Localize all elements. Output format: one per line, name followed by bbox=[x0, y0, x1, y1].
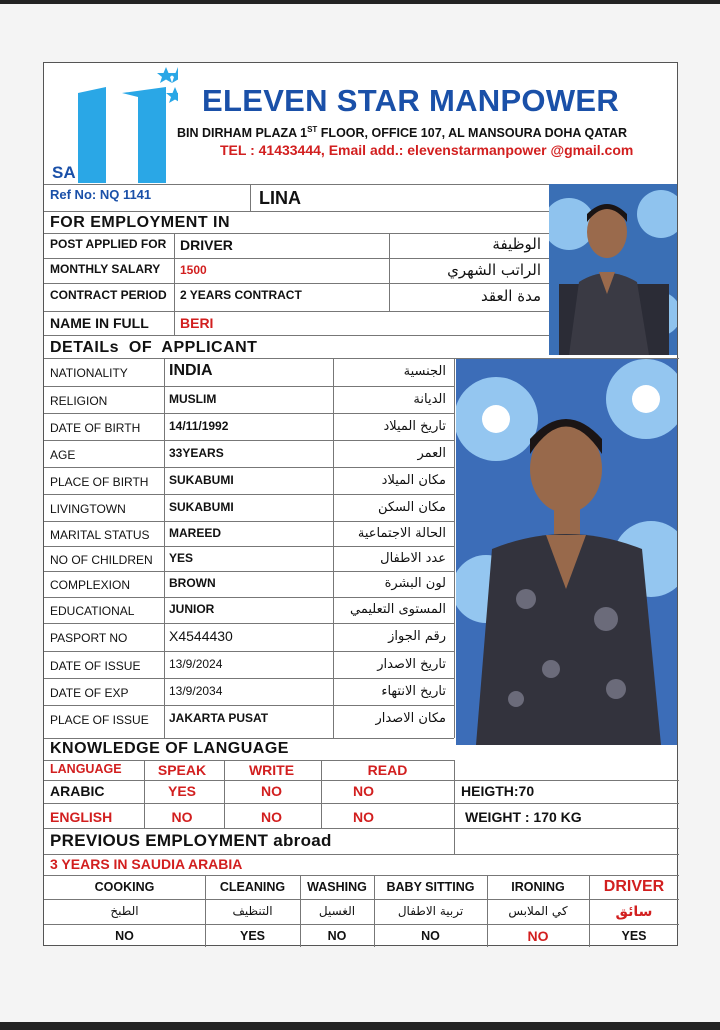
divider bbox=[44, 738, 454, 739]
divider bbox=[44, 780, 679, 781]
divider bbox=[44, 211, 549, 212]
row-arabic: لون البشرة bbox=[384, 576, 446, 591]
divider bbox=[44, 854, 679, 855]
write-value: NO bbox=[261, 809, 282, 825]
bottom-border bbox=[0, 1022, 720, 1030]
row-value: YES bbox=[169, 551, 194, 565]
row-value: MUSLIM bbox=[169, 392, 217, 406]
read-value: NO bbox=[353, 783, 374, 799]
divider bbox=[374, 875, 375, 947]
weight-value: WEIGHT : 170 KG bbox=[465, 809, 582, 825]
speak-value: YES bbox=[167, 783, 196, 799]
company-name: ELEVEN STAR MANPOWER bbox=[202, 83, 620, 118]
row-arabic: تاريخ الانتهاء bbox=[381, 684, 446, 699]
row-value: SUKABUMI bbox=[169, 500, 234, 514]
row-label: DATE OF EXP bbox=[50, 686, 129, 700]
company-address bbox=[177, 125, 627, 140]
row-arabic: الجنسية bbox=[403, 364, 446, 379]
skill-arabic: تربية الاطفال bbox=[397, 904, 464, 918]
divider bbox=[454, 828, 455, 854]
logo-one-right bbox=[122, 87, 166, 183]
divider bbox=[589, 875, 590, 947]
row-label: PLACE OF BIRTH bbox=[50, 475, 149, 489]
ref-name: LINA bbox=[259, 188, 301, 208]
skills-table bbox=[44, 875, 679, 947]
divider bbox=[389, 233, 390, 311]
skill-arabic: كي الملابس bbox=[508, 904, 568, 918]
skill-value: YES bbox=[621, 929, 647, 943]
divider bbox=[300, 875, 301, 947]
skill-value: NO bbox=[327, 929, 347, 943]
divider bbox=[44, 899, 679, 900]
row-arabic: تاريخ الاصدار bbox=[377, 657, 446, 672]
divider bbox=[454, 358, 455, 738]
ref-number: Ref No: NQ 1141 bbox=[50, 187, 152, 202]
star-icon bbox=[166, 87, 178, 103]
applicant-row bbox=[44, 546, 454, 571]
divider bbox=[44, 184, 549, 185]
row-value: DRIVER bbox=[180, 237, 233, 253]
row-label: LIVINGTOWN bbox=[50, 502, 126, 516]
previous-experience: 3 YEARS IN SAUDIA ARABIA bbox=[50, 856, 243, 872]
speak-header: SPEAK bbox=[157, 762, 207, 778]
row-label: RELIGION bbox=[50, 394, 108, 408]
row-label: POST APPLIED FOR bbox=[50, 237, 167, 251]
row-label: DATE OF BIRTH bbox=[50, 421, 141, 435]
address-part-1: BIN DIRHAM PLAZA 1 bbox=[177, 126, 308, 141]
row-arabic: الديانة bbox=[413, 392, 446, 407]
row-value: 14/11/1992 bbox=[169, 419, 229, 433]
row-arabic: المستوى التعليمي bbox=[350, 602, 446, 617]
applicant-row bbox=[44, 440, 454, 467]
applicant-row bbox=[44, 571, 454, 597]
applicant-row bbox=[44, 623, 454, 651]
row-value: 13/9/2034 bbox=[169, 684, 223, 698]
divider bbox=[333, 358, 334, 738]
language-heading: KNOWLEDGE OF LANGUAGE bbox=[50, 740, 289, 757]
divider bbox=[164, 358, 165, 738]
row-arabic: الحالة الاجتماعية bbox=[357, 526, 446, 541]
row-arabic: مكان الاصدار bbox=[375, 711, 446, 726]
logo-one-left bbox=[78, 87, 106, 183]
write-value: NO bbox=[261, 783, 282, 799]
write-header: WRITE bbox=[248, 762, 295, 778]
skill-arabic: الطبخ bbox=[110, 904, 139, 918]
row-label: EDUCATIONAL bbox=[50, 604, 135, 618]
row-label: MARITAL STATUS bbox=[50, 528, 150, 542]
divider bbox=[44, 760, 454, 761]
row-arabic: الوظيفة bbox=[492, 235, 541, 253]
previous-heading: PREVIOUS EMPLOYMENT abroad bbox=[50, 831, 332, 850]
name-value: BERI bbox=[180, 315, 214, 331]
divider bbox=[487, 875, 488, 947]
applicant-row bbox=[44, 705, 454, 732]
language-name: ARABIC bbox=[50, 783, 105, 799]
row-label: PASPORT NO bbox=[50, 631, 128, 645]
company-contact: TEL : 41433444, Email add.: elevenstarmanpower @gmail.com bbox=[220, 142, 634, 158]
divider bbox=[144, 760, 145, 828]
row-value: 13/9/2024 bbox=[169, 657, 223, 671]
row-value: X4544430 bbox=[169, 628, 233, 644]
applicant-heading: DETAILs OF APPLICANT bbox=[50, 339, 258, 356]
logo-mark: SA bbox=[52, 163, 76, 182]
row-arabic: الراتب الشهري bbox=[447, 261, 541, 279]
divider bbox=[454, 760, 455, 828]
row-label: AGE bbox=[50, 448, 76, 462]
application-form bbox=[43, 62, 678, 946]
applicant-row bbox=[44, 358, 454, 386]
applicant-photo-large bbox=[456, 359, 677, 745]
row-arabic: مدة العقد bbox=[481, 287, 541, 305]
applicant-photo-small bbox=[549, 184, 677, 355]
skill-value: NO bbox=[115, 929, 134, 943]
applicant-row bbox=[44, 494, 454, 521]
skill-label: COOKING bbox=[94, 880, 155, 894]
address-part-2: FLOOR, OFFICE 107, AL MANSOURA DOHA QATAR bbox=[317, 126, 628, 141]
row-value: BROWN bbox=[169, 576, 216, 590]
divider bbox=[205, 875, 206, 947]
row-arabic: تاريخ الميلاد bbox=[383, 419, 446, 434]
row-label: NATIONALITY bbox=[50, 366, 128, 380]
divider bbox=[224, 760, 225, 828]
employment-row bbox=[44, 283, 549, 311]
address-sup: ST bbox=[307, 125, 318, 134]
divider bbox=[250, 184, 251, 211]
row-arabic: مكان الميلاد bbox=[381, 473, 446, 488]
read-header: READ bbox=[367, 762, 408, 778]
skill-arabic: التنظيف bbox=[232, 904, 273, 918]
skill-label: CLEANING bbox=[219, 880, 286, 894]
applicant-table bbox=[44, 358, 454, 738]
row-value: JAKARTA PUSAT bbox=[169, 711, 269, 725]
skill-label: BABY SITTING bbox=[386, 880, 475, 894]
row-label: CONTRACT PERIOD bbox=[50, 288, 167, 302]
divider bbox=[44, 803, 679, 804]
name-label: NAME IN FULL bbox=[50, 315, 149, 331]
skill-arabic: الغسيل bbox=[318, 904, 356, 918]
top-border bbox=[0, 0, 720, 4]
applicant-row bbox=[44, 467, 454, 494]
row-label: NO OF CHILDREN bbox=[50, 553, 153, 567]
divider bbox=[44, 311, 549, 312]
employment-row bbox=[44, 233, 549, 258]
row-arabic: العمر bbox=[417, 446, 446, 461]
row-label: DATE OF ISSUE bbox=[50, 659, 141, 673]
divider bbox=[174, 233, 175, 311]
applicant-row bbox=[44, 413, 454, 440]
row-value: MAREED bbox=[169, 526, 222, 540]
skill-label: WASHING bbox=[307, 880, 367, 894]
divider bbox=[44, 335, 549, 336]
language-name: ENGLISH bbox=[50, 809, 113, 825]
company-logo bbox=[48, 65, 178, 183]
language-header: LANGUAGE bbox=[50, 762, 122, 776]
row-value: SUKABUMI bbox=[169, 473, 234, 487]
skill-value: YES bbox=[239, 929, 265, 943]
row-arabic: رقم الجواز bbox=[388, 629, 446, 644]
skill-value: NO bbox=[421, 929, 440, 943]
applicant-row bbox=[44, 651, 454, 678]
applicant-row bbox=[44, 678, 454, 705]
row-label: MONTHLY SALARY bbox=[50, 262, 161, 276]
skill-arabic: سائق bbox=[615, 904, 653, 920]
divider bbox=[321, 760, 322, 828]
skill-label: DRIVER bbox=[603, 878, 665, 895]
row-value: 2 YEARS CONTRACT bbox=[180, 288, 302, 302]
row-label: PLACE OF ISSUE bbox=[50, 713, 149, 727]
applicant-row bbox=[44, 597, 454, 623]
row-value: INDIA bbox=[169, 362, 213, 379]
row-arabic: مكان السكن bbox=[377, 500, 446, 515]
applicant-row bbox=[44, 521, 454, 546]
row-label: COMPLEXION bbox=[50, 578, 131, 592]
row-arabic: عدد الاطفال bbox=[380, 551, 446, 566]
read-value: NO bbox=[353, 809, 374, 825]
row-value: JUNIOR bbox=[169, 602, 215, 616]
employment-row bbox=[44, 258, 549, 283]
row-value: 1500 bbox=[180, 263, 207, 277]
divider bbox=[44, 828, 679, 829]
applicant-row bbox=[44, 386, 454, 413]
height-value: HEIGTH:70 bbox=[461, 783, 535, 799]
row-value: 33YEARS bbox=[169, 446, 224, 460]
employment-heading: FOR EMPLOYMENT IN bbox=[50, 214, 231, 231]
speak-value: NO bbox=[171, 809, 193, 825]
skill-label: IRONING bbox=[511, 880, 565, 894]
divider bbox=[174, 311, 175, 335]
skill-value: NO bbox=[527, 928, 549, 944]
divider bbox=[44, 924, 679, 925]
